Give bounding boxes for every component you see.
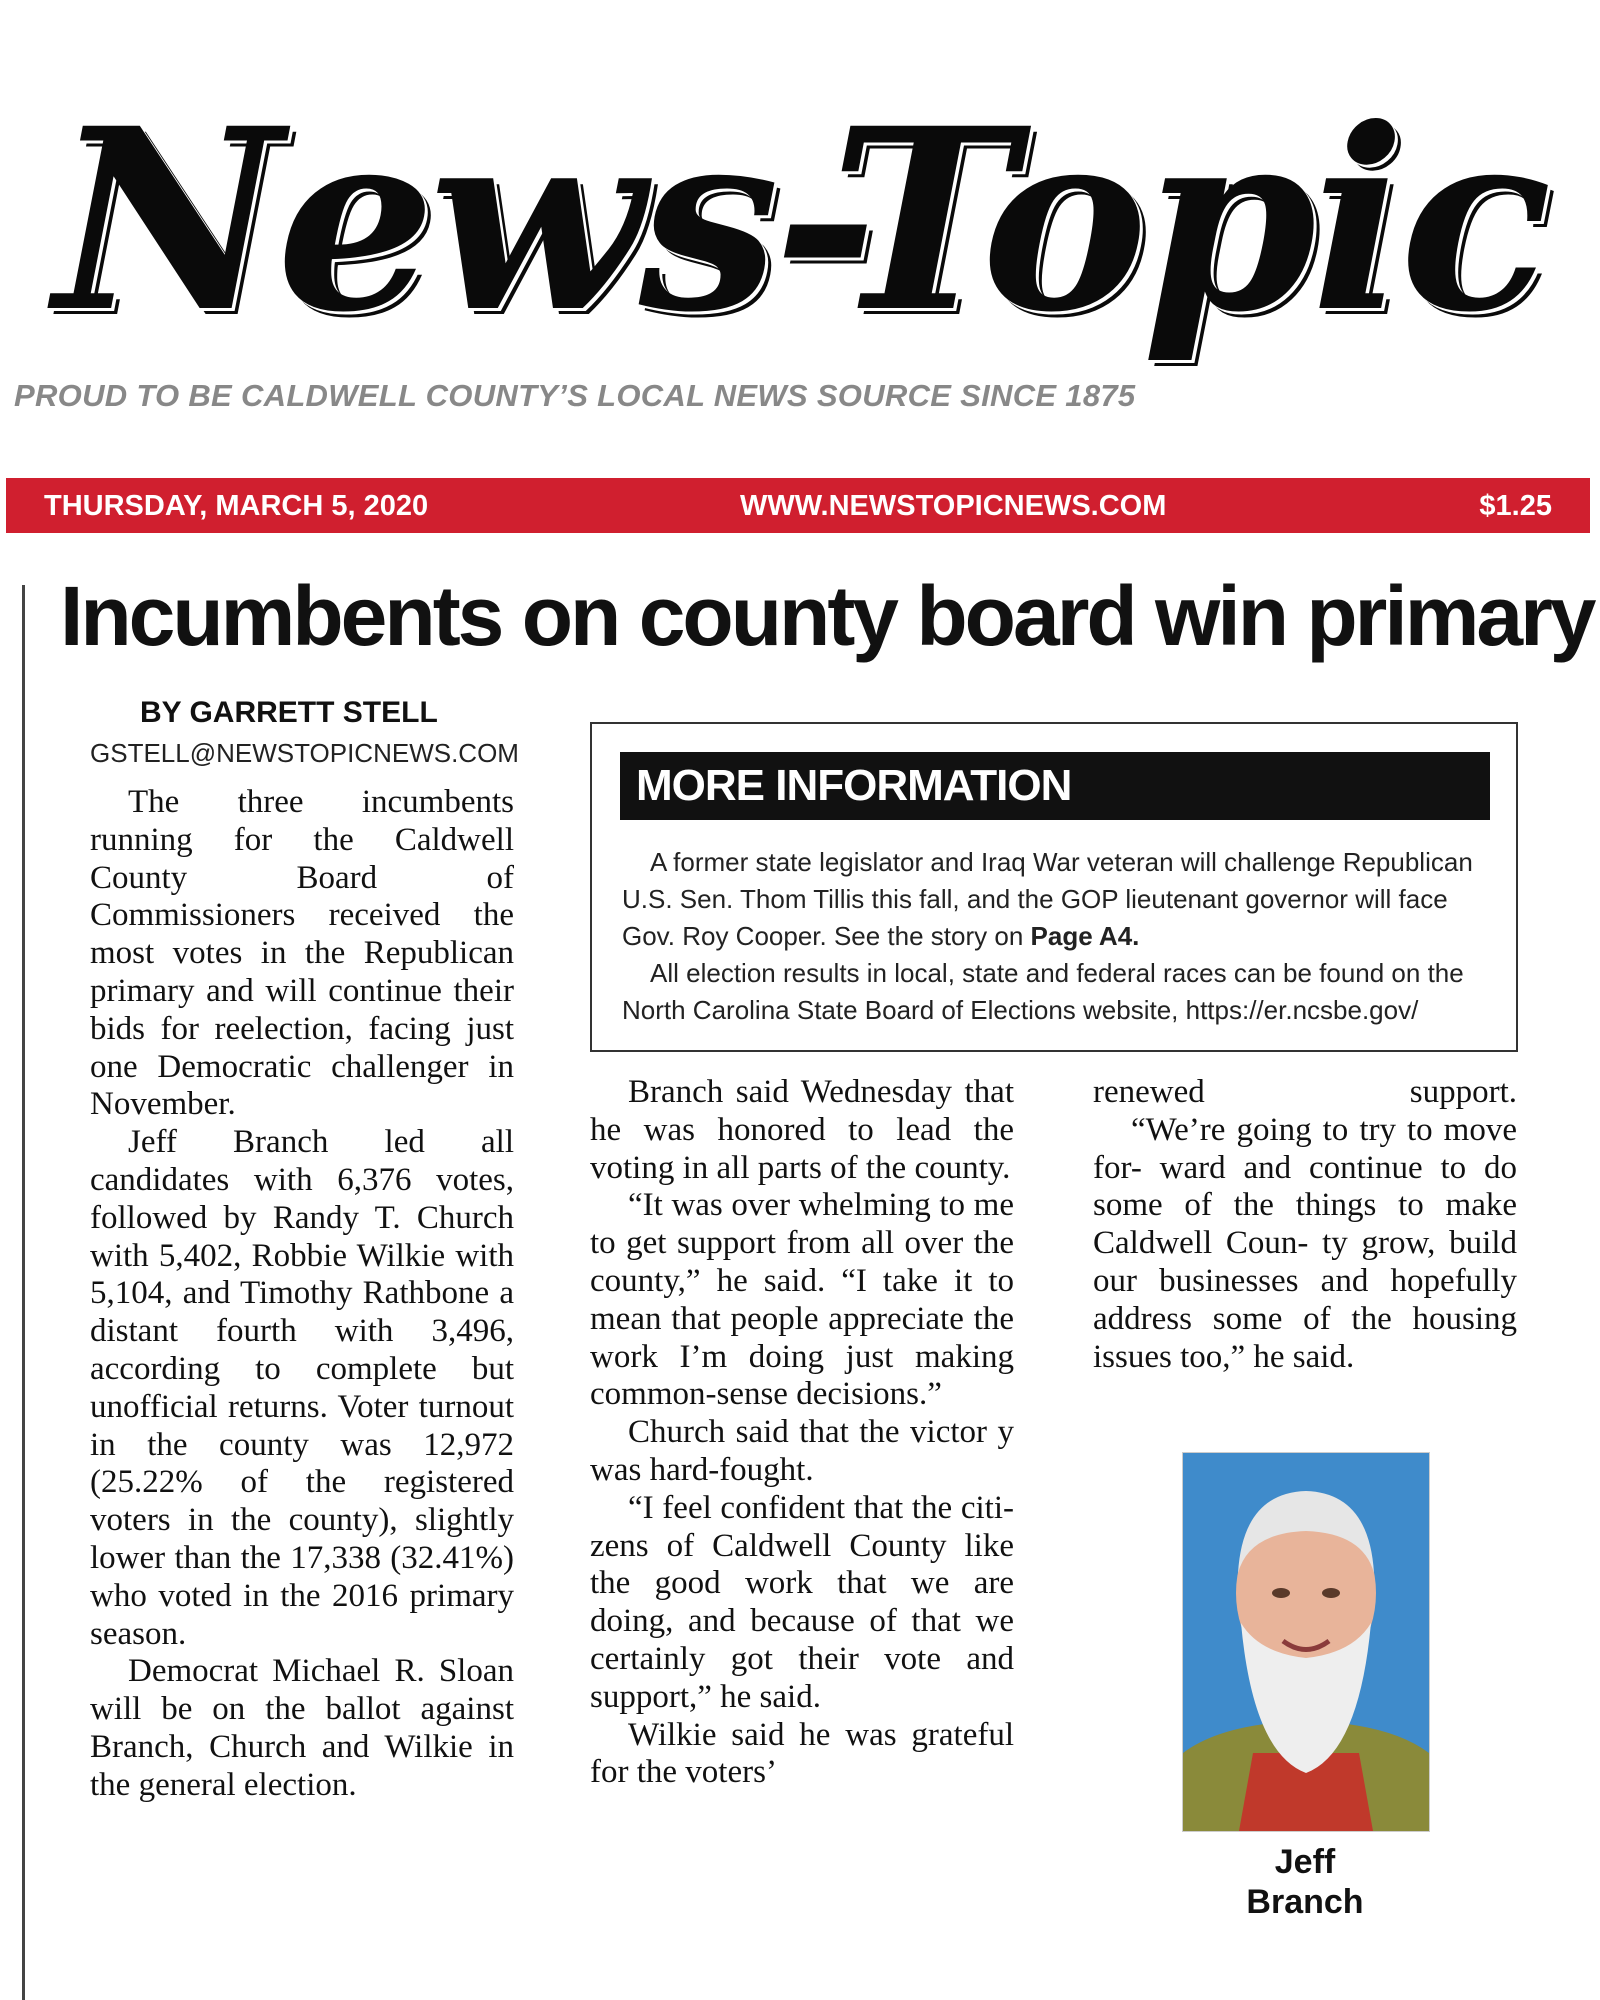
paragraph: Branch said Wednesday that he was honored to lead the voting in all parts of the county. <box>590 1074 1014 1186</box>
paragraph: “We’re going to try to move for- ward and continue to do some of the things to make Caldwell Coun- ty grow, build our businesses and hopefully address some of the housing issues too,” he said. <box>1093 1111 1517 1375</box>
photo-caption <box>1182 1842 1428 1922</box>
issue-date: THURSDAY, MARCH 5, 2020 <box>44 490 429 522</box>
more-information-box <box>590 722 1518 1052</box>
article-column-1 <box>90 784 514 1805</box>
paragraph: “I feel confident that the citi- zens of Caldwell County like the good work that we are doing, and because of that we certainly got their vote and support,” he said. <box>590 1489 1014 1715</box>
paragraph: The three incumbents running for the Caldwell County Board of Commissioners received the most votes in the Republican primary and will continue their bids for reelection, facing just one Democratic challenger in November. <box>90 784 514 1123</box>
masthead-tagline: PROUD TO BE CALDWELL COUNTY’S LOCAL NEWS SOURCE SINCE 1875 <box>14 378 1136 413</box>
info-paragraph: All election results in local, state and federal races can be found on the North Carolina State Board of Elections website, https://er.ncsbe.gov/ <box>622 958 1464 1025</box>
more-information-body <box>622 844 1492 1029</box>
byline: BY GARRETT STELL <box>140 696 438 729</box>
paragraph: “It was over whelming to me to get support from all over the county,” he said. “I take it to mean that people appreciate the work I’m doing just making common-sense decisions.” <box>590 1187 1014 1413</box>
article-column-3 <box>1093 1074 1517 1376</box>
info-paragraph <box>622 844 1492 955</box>
website-link[interactable]: WWW.NEWSTOPICNEWS.COM <box>740 490 1167 522</box>
caption-first-name: Jeff <box>1274 1843 1336 1881</box>
masthead-logo: News-Topic <box>53 73 1546 367</box>
author-email[interactable]: GSTELL@NEWSTOPICNEWS.COM <box>90 738 519 768</box>
info-text: A former state legislator and Iraq War veteran will challenge Republican U.S. Sen. Thom Tillis this fall, and the GOP lieutenant governor will face Gov. Roy Cooper. See the story on <box>622 847 1473 951</box>
issue-price: $1.25 <box>1479 490 1552 522</box>
portrait-illustration <box>1183 1453 1429 1831</box>
article-column-2 <box>590 1074 1014 1792</box>
headline: Incumbents on county board win primary <box>60 569 1594 663</box>
column-rule <box>22 585 25 2000</box>
portrait-photo <box>1182 1452 1430 1832</box>
caption-last-name: Branch <box>1246 1883 1364 1921</box>
dateline-bar <box>6 478 1590 533</box>
paragraph: Church said that the victor y was hard-fought. <box>590 1414 1014 1488</box>
paragraph: Jeff Branch led all candidates with 6,376 votes, followed by Randy T. Church with 5,402, Robbie Wilkie with 5,104, and Timothy Rathbone a distant fourth with 3,496, according to complete but unofficial returns. Voter turnout in the county was 12,972 (25.22% of the registered voters in the county), slightly lower than the 17,338 (32.41%) who voted in the 2016 primary season. <box>90 1124 514 1652</box>
paragraph: Wilkie said he was grateful for the voters’ <box>590 1716 1014 1791</box>
page-reference: Page A4. <box>1030 921 1140 951</box>
more-information-title: MORE INFORMATION <box>620 752 1490 820</box>
paragraph: Democrat Michael R. Sloan will be on the ballot against Branch, Church and Wilkie in the general election. <box>90 1653 514 1803</box>
paragraph: renewed support. <box>1093 1074 1517 1110</box>
